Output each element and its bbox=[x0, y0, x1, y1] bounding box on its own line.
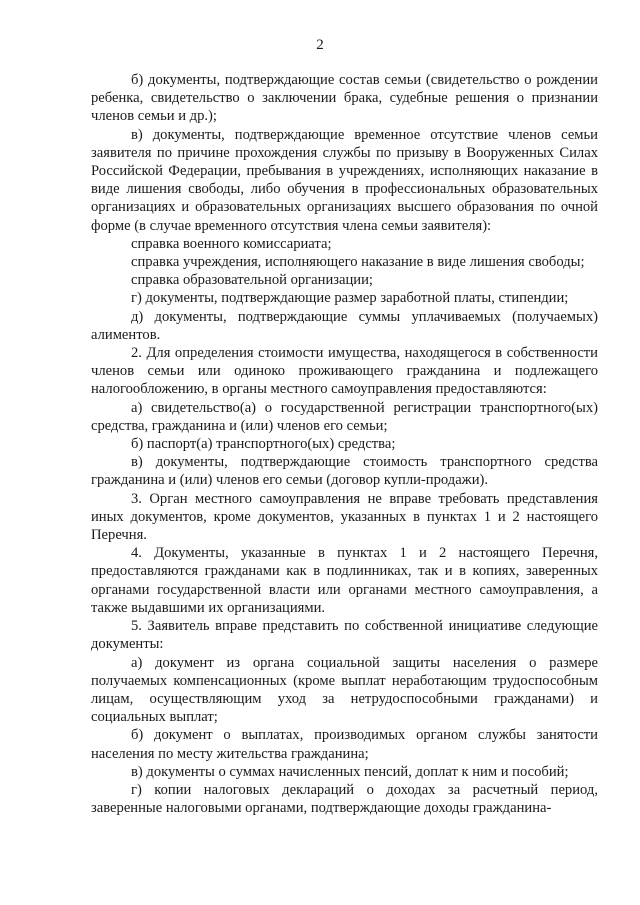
paragraph-g-salary-docs: г) документы, подтверждающие размер заработной платы, стипендии; bbox=[131, 290, 569, 307]
page-number: 2 bbox=[316, 37, 324, 53]
paragraph-military-certificate: справка военного комиссариата; bbox=[131, 235, 332, 252]
paragraph-g-tax-declarations: г) копии налоговых деклараций о доходах за расчетный период, заверенные налоговыми органами, подтверждающие доходы гражданина- bbox=[91, 781, 598, 817]
paragraph-item-3: 3. Орган местного самоуправления не вправе требовать представления иных документов, кроме документов, указанных в пунктах 1 и 2 настоящего Перечня. bbox=[91, 490, 598, 544]
paragraph-a-vehicle-registration: а) свидетельство(а) о государственной регистрации транспортного(ых) средства, гражданина и (или) членов его семьи; bbox=[91, 399, 598, 434]
document-body bbox=[91, 71, 598, 817]
paragraph-item-2: 2. Для определения стоимости имущества, находящегося в собственности членов семьи или одиноко проживающего гражданина и подлежащего налогообложению, в органы местного самоуправления предоставляются: bbox=[91, 345, 598, 398]
paragraph-education-certificate: справка образовательной организации; bbox=[131, 272, 373, 289]
paragraph-b-employment-service: б) документ о выплатах, производимых органом службы занятости населения по месту жительства гражданина; bbox=[91, 727, 598, 762]
paragraph-a-social-protection: а) документ из органа социальной защиты населения о размере получаемых компенсационных (кроме выплат неработающим трудоспособным лицам, осуществляющим уход за нетрудоспособными гражданами) и социальных выплат; bbox=[91, 654, 598, 726]
paragraph-v-pensions: в) документы о суммах начисленных пенсий, доплат к ним и пособий; bbox=[131, 763, 569, 780]
paragraph-v-vehicle-value: в) документы, подтверждающие стоимость транспортного средства гражданина и (или) членов его семьи (договор купли-продажи). bbox=[91, 454, 598, 489]
paragraph-item-5: 5. Заявитель вправе представить по собственной инициативе следующие документы: bbox=[91, 618, 598, 653]
paragraph-b-family-docs: б) документы, подтверждающие состав семьи (свидетельство о рождении ребенка, свидетельство о заключении брака, судебные решения о признании членов семьи и др.); bbox=[91, 72, 598, 125]
paragraph-item-4: 4. Документы, указанные в пунктах 1 и 2 настоящего Перечня, предоставляются гражданами как в подлинниках, так и в копиях, заверенных органами государственной власти или органами местного самоуправления, а также выдавшими их организациями. bbox=[91, 545, 598, 616]
paragraph-b-vehicle-passport: б) паспорт(а) транспортного(ых) средства; bbox=[131, 436, 396, 453]
paragraph-v-absence-docs: в) документы, подтверждающие временное отсутствие членов семьи заявителя по причине прохождения службы по призыву в Вооруженных Силах Российской Федерации, пребывания в учреждениях, исполняющих наказание в виде лишения свободы, либо обучения в профессиональных образовательных организациях и образовательных организациях высшего образования по очной форме (в случае временного отсутствия члена семьи заявителя): bbox=[91, 126, 598, 234]
paragraph-institution-certificate: справка учреждения, исполняющего наказание в виде лишения свободы; bbox=[131, 254, 585, 271]
paragraph-d-alimony-docs: д) документы, подтверждающие суммы уплачиваемых (получаемых) алиментов. bbox=[91, 308, 598, 343]
